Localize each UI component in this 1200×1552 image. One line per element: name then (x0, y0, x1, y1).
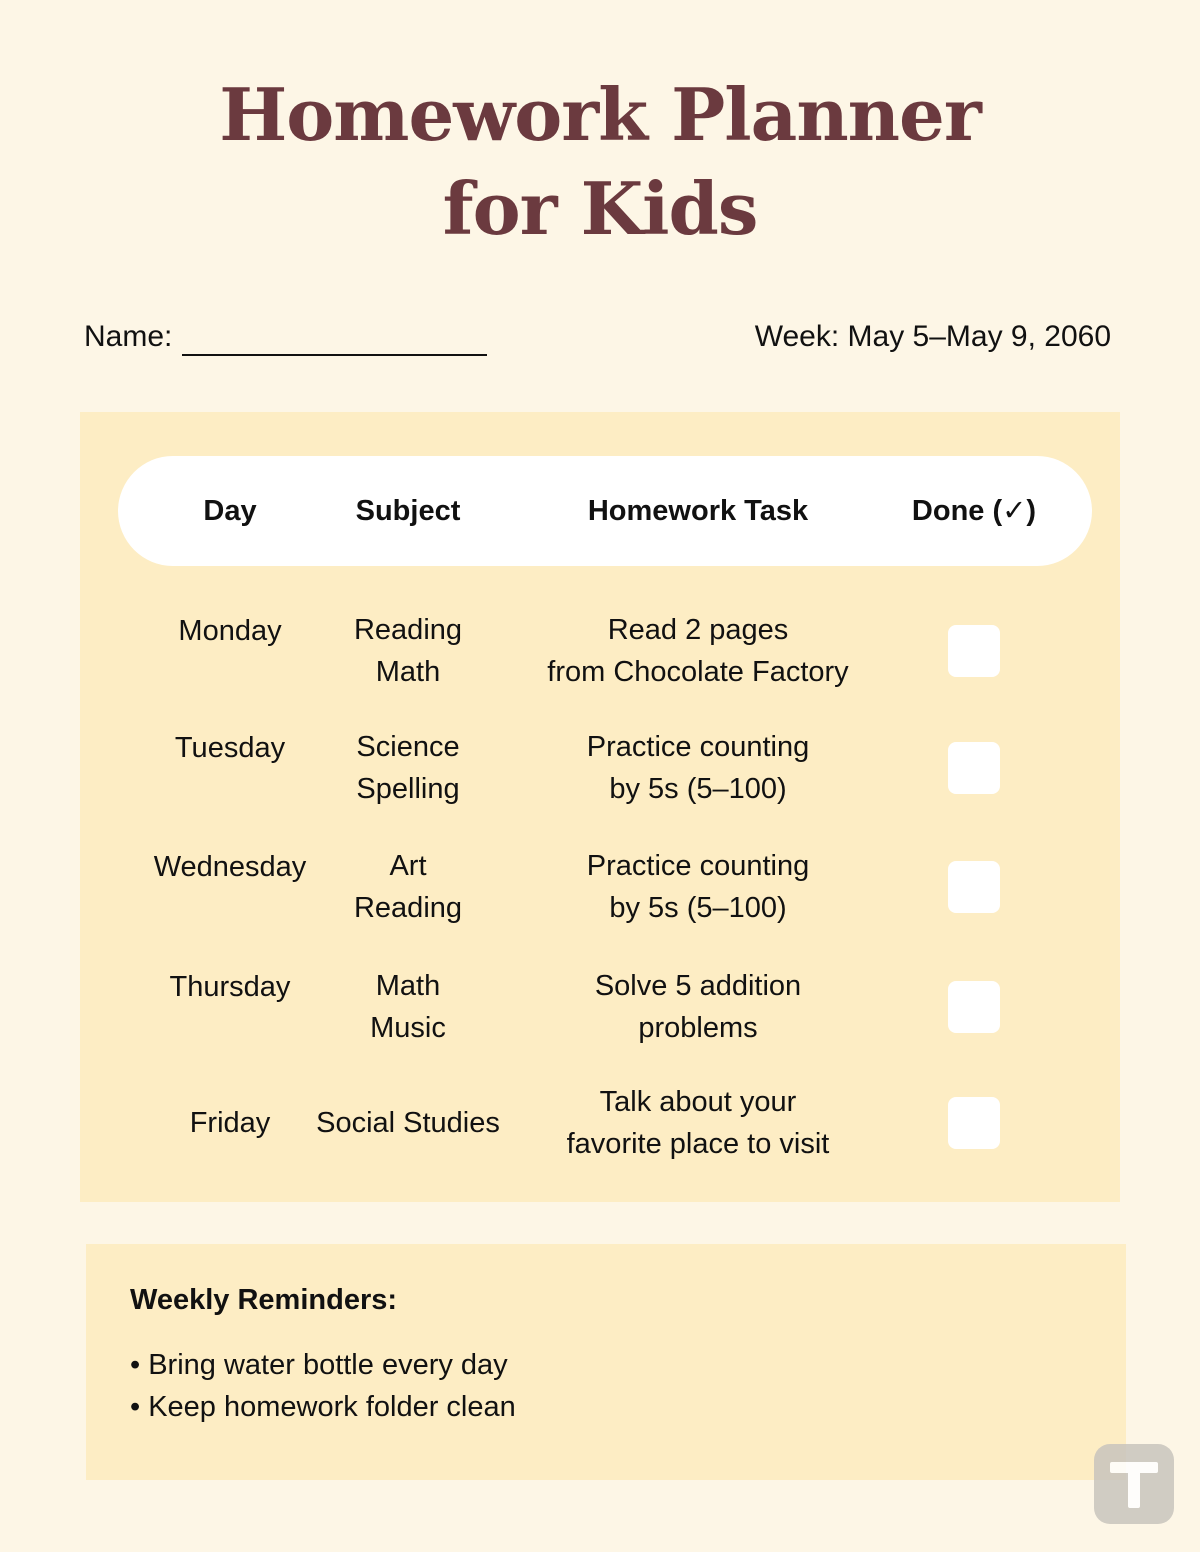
done-cell (948, 952, 1000, 1062)
table-header (118, 456, 1092, 566)
name-field (84, 318, 487, 356)
day-cell: Monday (178, 615, 282, 647)
t-logo-stem (1128, 1462, 1140, 1508)
subject-line: Art (389, 850, 427, 882)
title-line-1: Homework Planner (219, 72, 981, 157)
subject-line: Spelling (356, 773, 460, 805)
reminders-title: Weekly Reminders: (130, 1284, 398, 1316)
name-blank-line[interactable] (182, 324, 487, 356)
reminder-item: • Keep homework folder clean (130, 1391, 516, 1423)
subject-line: Math (375, 970, 441, 1002)
done-cell (948, 713, 1000, 823)
day-cell: Friday (189, 1107, 271, 1139)
task-line: by 5s (5–100) (609, 892, 787, 924)
task-line: Practice counting (586, 850, 810, 882)
task-line: Solve 5 addition (594, 970, 802, 1002)
task-cell (520, 832, 876, 942)
task-line: Talk about your (599, 1086, 797, 1118)
header-done: Done (✓) (911, 495, 1037, 527)
name-label: Name: (84, 320, 173, 353)
done-checkbox[interactable] (948, 981, 1000, 1033)
week-label: Week: May 5–May 9, 2060 (754, 320, 1111, 353)
page-title (0, 68, 1200, 256)
done-cell (948, 596, 1000, 706)
day-cell: Wednesday (153, 851, 307, 883)
table-row (80, 952, 1120, 1062)
task-line: Practice counting (586, 731, 810, 763)
subject-cell (308, 1068, 508, 1178)
reminder-item: • Bring water bottle every day (130, 1349, 508, 1381)
task-line: Read 2 pages (607, 614, 789, 646)
task-line: favorite place to visit (566, 1128, 830, 1160)
done-checkbox[interactable] (948, 1097, 1000, 1149)
subject-line: Reading (353, 892, 463, 924)
task-cell (520, 952, 876, 1062)
header-day: Day (203, 495, 257, 527)
subject-line: Math (375, 656, 441, 688)
homework-table (80, 412, 1120, 1202)
reminders-list (130, 1344, 516, 1428)
day-cell: Thursday (169, 971, 291, 1003)
subject-line: Social Studies (316, 1107, 500, 1139)
subject-cell (308, 596, 508, 706)
done-cell (948, 832, 1000, 942)
table-row (80, 713, 1120, 823)
task-line: by 5s (5–100) (609, 773, 787, 805)
task-cell (520, 713, 876, 823)
done-checkbox[interactable] (948, 742, 1000, 794)
header-subject: Subject (355, 495, 461, 527)
day-cell: Tuesday (174, 732, 286, 764)
subject-cell (308, 952, 508, 1062)
title-line-2: for Kids (442, 166, 758, 251)
subject-cell (308, 832, 508, 942)
table-row (80, 596, 1120, 706)
t-logo-icon (1094, 1444, 1174, 1524)
subject-line: Reading (353, 614, 463, 646)
task-line: problems (638, 1012, 758, 1044)
task-line: from Chocolate Factory (547, 656, 849, 688)
subject-line: Science (356, 731, 460, 763)
subject-line: Music (370, 1012, 446, 1044)
subject-cell (308, 713, 508, 823)
task-cell (520, 1068, 876, 1178)
done-checkbox[interactable] (948, 625, 1000, 677)
table-row (80, 832, 1120, 942)
task-cell (520, 596, 876, 706)
weekly-reminders (86, 1244, 1126, 1480)
table-row (80, 1068, 1120, 1178)
done-cell (948, 1068, 1000, 1178)
done-checkbox[interactable] (948, 861, 1000, 913)
header-task: Homework Task (587, 495, 809, 527)
